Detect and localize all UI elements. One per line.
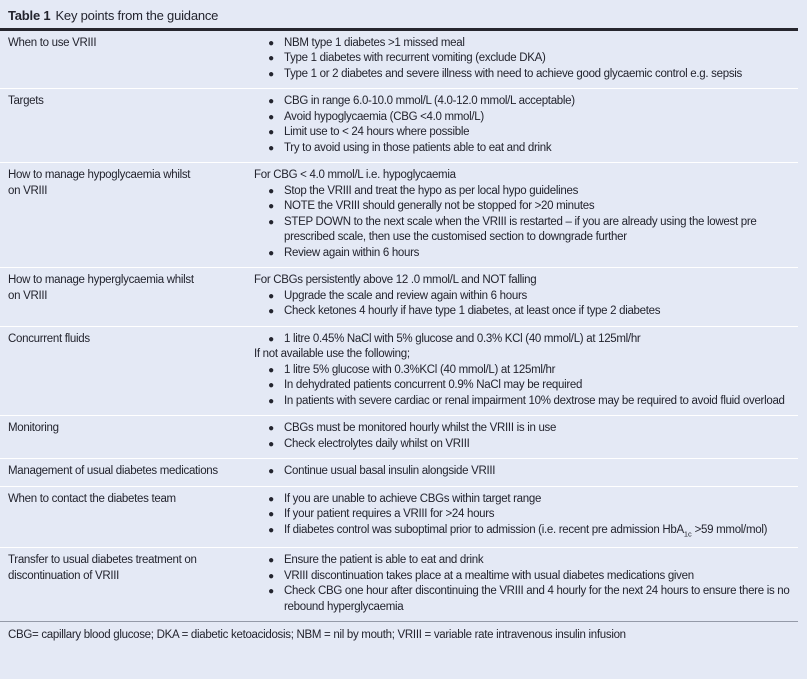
bullet-icon: ● [268, 68, 274, 80]
row-label-line: Management of usual diabetes medications [8, 465, 218, 477]
bullet-item [254, 507, 792, 523]
table-caption: Key points from the guidance [55, 8, 219, 23]
bullet-icon: ● [268, 395, 274, 407]
bullet-text: Check ketones 4 hourly if have type 1 diabetes, at least once if type 2 diabetes [284, 305, 661, 317]
bullet-text: NBM type 1 diabetes >1 missed meal [284, 36, 465, 49]
bullet-item [254, 523, 792, 542]
bullet-icon: ● [268, 555, 274, 567]
bullet-text: CBG in range 6.0-10.0 mmol/L (4.0-12.0 mmol/L acceptable) [284, 95, 575, 107]
bullet-text: Check electrolytes daily whilst on VRIII [284, 437, 470, 450]
bullet-item [254, 289, 792, 305]
row-label-line: Targets [8, 95, 44, 107]
bullet-item [254, 215, 792, 246]
bullet-icon: ● [268, 423, 274, 434]
bullet-text: Type 1 or 2 diabetes and severe illness with need to achieve good glycaemic control e.g. sepsis [284, 67, 742, 80]
table-rows [0, 31, 798, 622]
bullet-text: Try to avoid using in those patients able to eat and drink [284, 141, 552, 154]
row-label [0, 332, 254, 410]
bullet-icon: ● [268, 438, 274, 450]
bullet-item [254, 199, 792, 215]
bullet-item [254, 492, 792, 508]
bullet-text: Limit use to < 24 hours where possible [284, 126, 470, 138]
bullet-item [254, 141, 792, 157]
intro-text: If not available use the following; [254, 348, 410, 360]
bullet-icon: ● [268, 185, 274, 197]
row-label-line: Transfer to usual diabetes treatment on [8, 554, 197, 567]
text-segment: If diabetes control was suboptimal prior to admission (i.e. recent pre admission HbA [284, 523, 684, 536]
intro-text: For CBGs persistently above 12 .0 mmol/L and NOT falling [254, 274, 537, 286]
bullet-item [254, 394, 792, 410]
bullet-text: Continue usual basal insulin alongside VRIII [284, 465, 496, 477]
row-label-line: Monitoring [8, 422, 59, 434]
footnote: CBG= capillary blood glucose; DKA = diabetic ketoacidosis; NBM = nil by mouth; VRIII = variable rate intravenous insulin infusion [8, 629, 626, 642]
row-label-line: How to manage hypoglycaemia whilst [8, 169, 191, 181]
row-content [254, 332, 798, 410]
row-content [254, 36, 798, 83]
text-segment: >59 mmol/mol) [691, 523, 768, 536]
row-label-line: When to use VRIII [8, 36, 97, 49]
table-row [0, 31, 798, 89]
bullet-text: In patients with severe cardiac or renal impairment 10% dextrose may be required to avoid fluid overload [284, 394, 785, 407]
bullet-icon: ● [268, 306, 274, 317]
subscript-text: 1c [683, 528, 692, 538]
row-label-line: How to manage hyperglycaemia whilst [8, 274, 194, 286]
table-row [0, 162, 798, 267]
bullet-item [254, 332, 792, 348]
bullet-text: CBGs must be monitored hourly whilst the VRIII is in use [284, 422, 557, 434]
bullet-icon: ● [268, 290, 274, 302]
bullet-icon: ● [268, 524, 274, 536]
row-label-line: on VRIII [8, 289, 48, 302]
bullet-icon: ● [268, 247, 274, 259]
bullet-item [254, 110, 792, 126]
table-number: Table 1 [8, 8, 51, 23]
row-label [0, 421, 254, 452]
row-content [254, 492, 798, 542]
bullet-text: NOTE the VRIII should generally not be stopped for >20 minutes [284, 200, 595, 212]
bullet-item [254, 569, 792, 585]
intro-text: For CBG < 4.0 mmol/L i.e. hypoglycaemia [254, 169, 456, 181]
bullet-icon: ● [268, 201, 274, 212]
bullet-icon: ● [268, 127, 274, 138]
bullet-text: Review again within 6 hours [284, 246, 420, 259]
bullet-text: 1 litre 5% glucose with 0.3%KCl (40 mmol/L) at 125ml/hr [284, 363, 556, 376]
bullet-text [284, 523, 792, 542]
bullet-icon: ● [268, 364, 274, 376]
bullet-icon: ● [268, 570, 274, 582]
bullet-text: Ensure the patient is able to eat and drink [284, 554, 484, 567]
row-label [0, 553, 254, 615]
row-label-line: discontinuation of VRIII [8, 569, 120, 582]
row-content [254, 553, 798, 615]
row-label-line: on VRIII [8, 184, 48, 197]
bullet-icon: ● [268, 96, 274, 107]
bullet-item [254, 94, 792, 110]
bullet-item [254, 36, 792, 52]
row-content [254, 421, 798, 452]
row-content [254, 464, 798, 480]
bullet-icon: ● [268, 509, 274, 520]
row-label [0, 464, 254, 480]
table-row [0, 486, 798, 548]
bullet-icon: ● [268, 37, 274, 49]
bullet-item [254, 378, 792, 394]
bullet-text: Upgrade the scale and review again within 6 hours [284, 289, 527, 302]
bullet-text: In dehydrated patients concurrent 0.9% NaCl may be required [284, 379, 583, 391]
row-content [254, 94, 798, 156]
row-label [0, 168, 254, 261]
row-label-line: Concurrent fluids [8, 332, 90, 345]
bullet-text: If your patient requires a VRIII for >24 hours [284, 508, 495, 520]
bullet-text: 1 litre 0.45% NaCl with 5% glucose and 0.3% KCl (40 mmol/L) at 125ml/hr [284, 332, 641, 345]
bullet-item [254, 421, 792, 437]
bullet-item [254, 437, 792, 453]
bullet-icon: ● [268, 466, 274, 477]
bullet-text: If you are unable to achieve CBGs within target range [284, 492, 542, 505]
bullet-item [254, 464, 792, 480]
bullet-item [254, 584, 792, 615]
bullet-text: VRIII discontinuation takes place at a mealtime with usual diabetes medications given [284, 569, 694, 582]
bullet-item [254, 51, 792, 67]
bullet-text: Check CBG one hour after discontinuing the VRIII and 4 hourly for the next 24 hours to ensure there is no rebound hyperglycaemia [284, 585, 790, 613]
row-label [0, 492, 254, 542]
bullet-icon: ● [268, 142, 274, 154]
bullet-item [254, 553, 792, 569]
bullet-item [254, 184, 792, 200]
bullet-item [254, 246, 792, 262]
table-row [0, 267, 798, 326]
bullet-text: Type 1 diabetes with recurrent vomiting (exclude DKA) [284, 52, 546, 64]
bullet-icon: ● [268, 586, 274, 598]
bullet-text: Avoid hypoglycaemia (CBG <4.0 mmol/L) [284, 110, 484, 123]
table-row [0, 415, 798, 458]
bullet-icon: ● [268, 380, 274, 391]
row-content [254, 273, 798, 320]
bullet-icon: ● [268, 111, 274, 123]
table-title [0, 0, 798, 28]
bullet-text: STEP DOWN to the next scale when the VRIII is restarted – if you are already using the lowest pre prescribed scale, then use the customised section to downgrade further [284, 215, 757, 243]
bullet-text: Stop the VRIII and treat the hypo as per local hypo guidelines [284, 184, 579, 197]
bullet-item [254, 67, 792, 83]
bullet-item [254, 363, 792, 379]
row-label [0, 36, 254, 83]
bullet-icon: ● [268, 333, 274, 345]
bullet-icon: ● [268, 53, 274, 64]
bullet-icon: ● [268, 493, 274, 505]
row-label [0, 94, 254, 156]
table-row [0, 88, 798, 162]
row-label [0, 273, 254, 320]
bullet-item [254, 125, 792, 141]
bullet-item [254, 304, 792, 320]
table-row [0, 547, 798, 621]
bullet-icon: ● [268, 216, 274, 228]
row-content [254, 168, 798, 261]
table-row [0, 458, 798, 486]
row-label-line: When to contact the diabetes team [8, 492, 176, 505]
table-row [0, 326, 798, 416]
